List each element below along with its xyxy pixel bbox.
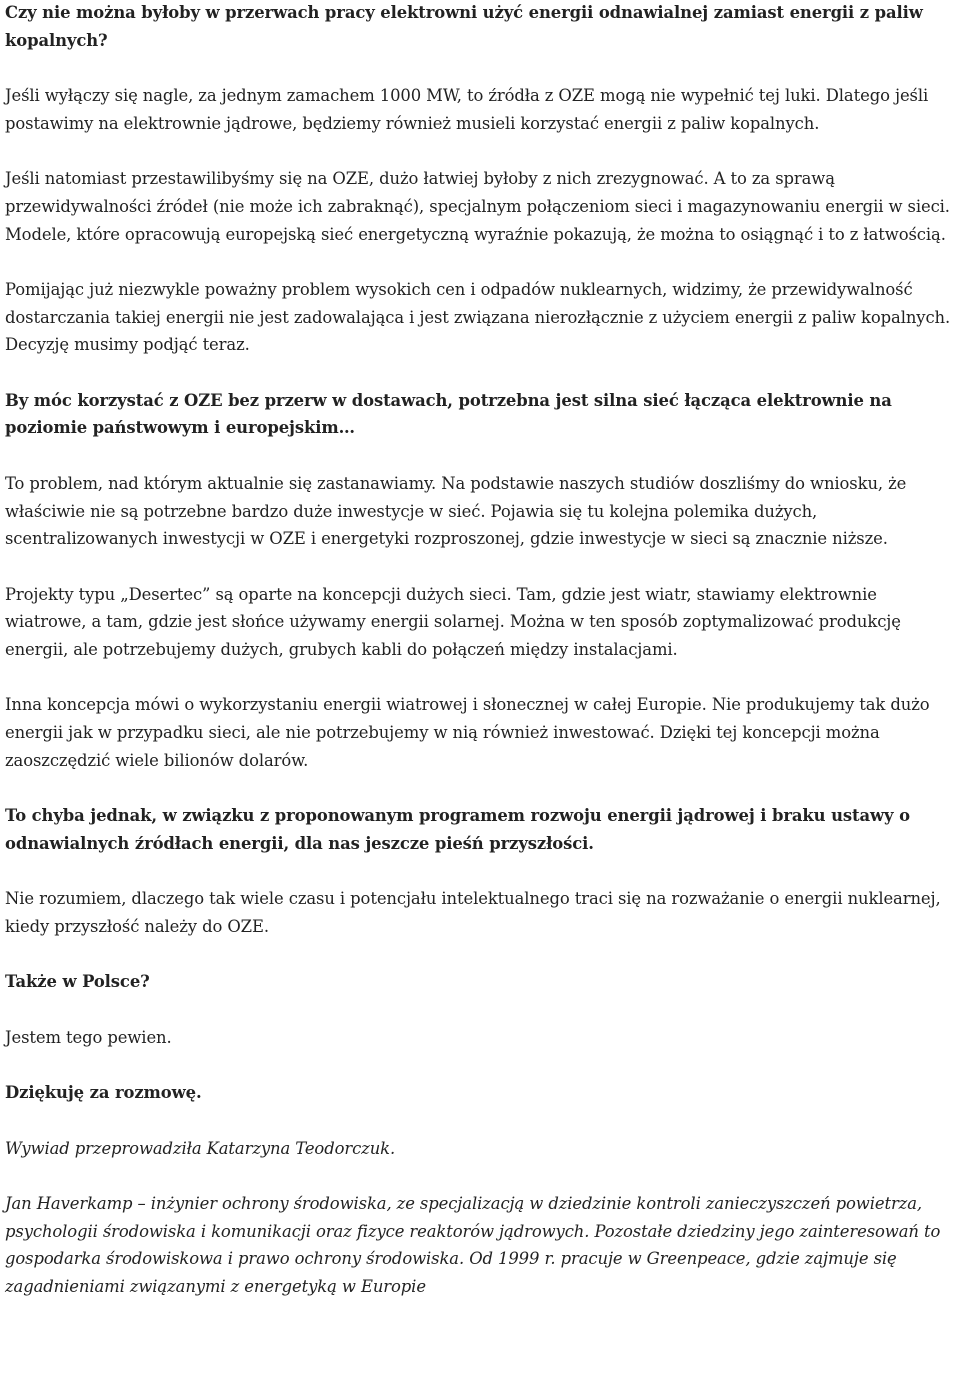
answer-paragraph: Pomijając już niezwykle poważny problem wysokich cen i odpadów nuklearnych, widzimy, że przewidywalność dostarczania takiej energii nie jest zadowalająca i jest związana nierozłącznie z użyciem energii z paliw kopalnych. Decyzję musimy podjąć teraz. [5, 279, 951, 355]
answer-paragraph: To problem, nad którym aktualnie się zastanawiamy. Na podstawie naszych studiów doszliśmy do wniosku, że właściwie nie są potrzebne bardzo duże inwestycje w sieć. Pojawia się tu kolejna polemika dużych, scentralizowanych inwestycji w OZE i energetyki rozproszonej, gdzie inwestycje w sieci są znacznie niższe. [5, 473, 907, 549]
interviewer-question: By móc korzystać z OZE bez przerw w dostawach, potrzebna jest silna sieć łącząca elektrownie na poziomie państwowym i europejskim… [5, 390, 892, 438]
answer-paragraph: Projekty typu „Desertec” są oparte na koncepcji dużych sieci. Tam, gdzie jest wiatr, stawiamy elektrownie wiatrowe, a tam, gdzie jest słońce używamy energii solarnej. Można w ten sposób zoptymalizować produkcję energii, ale potrzebujemy dużych, grubych kabli do połączeń między instalacjami. [5, 584, 901, 660]
interviewer-question: Czy nie można byłoby w przerwach pracy elektrowni użyć energii odnawialnej zamiast energii z paliw kopalnych? [5, 3, 923, 50]
article-body [5, 0, 956, 1301]
answer-paragraph: Inna koncepcja mówi o wykorzystaniu energii wiatrowej i słonecznej w całej Europie. Nie produkujemy tak dużo energii jak w przypadku sieci, ale nie potrzebujemy w nią również inwestować. Dzięki tej koncepcji można zaoszczędzić wiele bilionów dolarów. [5, 695, 930, 770]
author-bio: Jan Haverkamp – inżynier ochrony środowiska, ze specjalizacją w dziedzinie kontroli zanieczyszczeń powietrza, psychologii środowiska i komunikacji oraz fizyce reaktorów jądrowych. Pozostałe dziedziny jego zainteresowań to gospodarka środowiskowa i prawo ochrony środowiska. Od 1999 r. pracuje w Greenpeace, gdzie zajmuje się zagadnieniami związanymi z energetyką w Europie [5, 1194, 941, 1297]
interviewer-question: Także w Polsce? [5, 972, 150, 992]
answer-paragraph: Jeśli natomiast przestawilibyśmy się na OZE, dużo łatwiej byłoby z nich zrezygnować. A to za sprawą przewidywalności źródeł (nie może ich zabraknąć), specjalnym połączeniom sieci i magazynowaniu energii w sieci. Modele, które opracowują europejską sieć energetyczną wyraźnie pokazują, że można to osiągnąć i to z łatwością. [5, 169, 950, 244]
answer-paragraph: Jeśli wyłączy się nagle, za jednym zamachem 1000 MW, to źródła z OZE mogą nie wypełnić tej luki. Dlatego jeśli postawimy na elektrownie jądrowe, będziemy również musieli korzystać energii z paliw kopalnych. [5, 86, 929, 133]
interview-credit: Wywiad przeprowadziła Katarzyna Teodorczuk. [5, 1138, 396, 1158]
interviewer-question: To chyba jednak, w związku z proponowanym programem rozwoju energii jądrowej i braku ustawy o odnawialnych źródłach energii, dla nas jeszcze pieśń przyszłości. [5, 806, 910, 853]
answer-paragraph: Jestem tego pewien. [5, 1027, 172, 1047]
answer-paragraph: Nie rozumiem, dlaczego tak wiele czasu i potencjału intelektualnego traci się na rozważanie o energii nuklearnej, kiedy przyszłość należy do OZE. [5, 889, 941, 937]
interviewer-closing: Dziękuję za rozmowę. [5, 1083, 202, 1103]
